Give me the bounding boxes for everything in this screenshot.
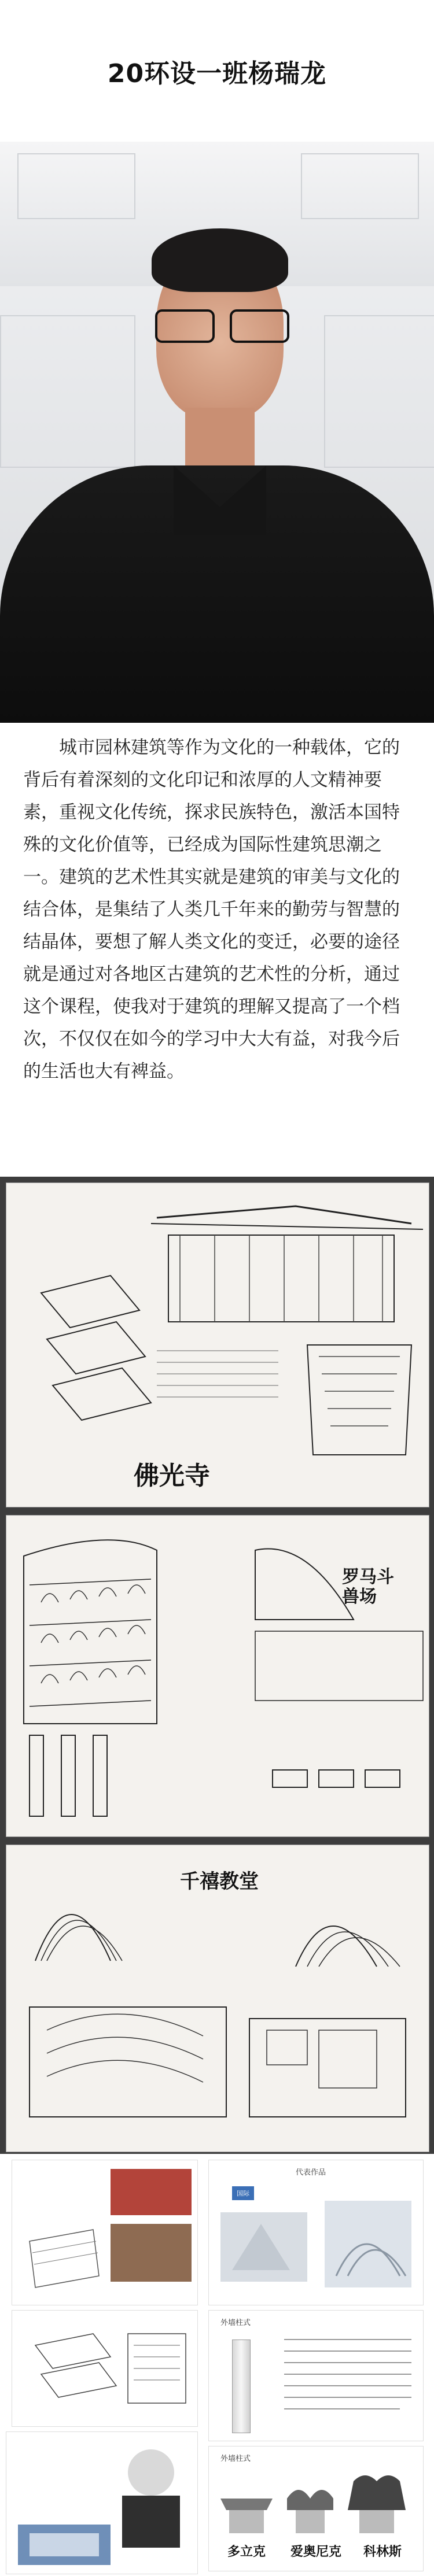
colosseum-sketch: [6, 1516, 429, 1836]
slide-wall-order-1: [208, 2310, 424, 2441]
sheet-title-colosseum: 罗马斗兽场: [342, 1567, 394, 1607]
slide-structure-graphics: [12, 2311, 197, 2426]
slide-works-graphics: [209, 2160, 423, 2305]
ceiling-panel: [301, 153, 419, 219]
portrait-photo: [0, 142, 434, 723]
essay-paragraph: 城市园林建筑等作为文化的一种载体，它的背后有着深刻的文化印记和浓厚的人文精神要素，重视文化传统，探求民族特色，激活本国特殊的文化价值等，已经成为国际性建筑思潮之一。建筑的艺术性其实就是建筑的审美与文化的结合体，是集结了人类几千年来的勤劳与智慧的结晶体，要想了解人类文化的变迁，必要的途径就是通过对各地区古建筑的艺术性的分析，通过这个课程，使我对于建筑的理解又提高了一个档次，不仅仅在如今的学习中大大有益，对我今后的生活也大有裨益。: [23, 737, 400, 1082]
page-title: 20环设一班杨瑞龙: [107, 58, 327, 88]
sheet-title-foguang: 佛光寺: [134, 1461, 210, 1491]
slide-architect-graphics: [6, 2432, 197, 2574]
slide-architect: [6, 2431, 198, 2574]
wall-panel: [0, 315, 135, 468]
order-doric-label: 多立克: [227, 2545, 266, 2559]
wall-panel: [324, 315, 434, 468]
order-ionic-label: 爱奥尼克: [290, 2545, 341, 2559]
sketch-collection: [0, 1177, 434, 2154]
sheet-title-millennium-church: 千禧教堂: [180, 1870, 259, 1893]
jacket: [0, 465, 434, 723]
slide-representative-works: [208, 2160, 424, 2305]
slide-title-order-2: 外墙柱式: [220, 2455, 251, 2463]
ceiling-panel: [17, 153, 135, 219]
column-shaft: [232, 2340, 251, 2433]
slide-tag: 国际: [232, 2186, 254, 2200]
slide-building-overview: [12, 2160, 198, 2305]
sketch-sheet-millennium-church: [6, 1845, 429, 2152]
slide-overview-graphics: [12, 2160, 197, 2305]
sketch-sheet-colosseum: [6, 1515, 429, 1837]
order-corinthian-label: 科林斯: [363, 2545, 402, 2559]
foguang-temple-sketch: [6, 1183, 429, 1507]
slide-wall-order-2: [208, 2446, 424, 2571]
slide-title-order-1: 外墙柱式: [220, 2319, 251, 2327]
essay-text: [23, 731, 412, 1088]
hair: [152, 228, 288, 292]
sketch-sheet-foguang: [6, 1182, 429, 1507]
slide-structure: [12, 2310, 198, 2427]
slide-title-works: 代表作品: [296, 2168, 326, 2177]
presentation-collage: [0, 2157, 434, 2575]
glasses-icon: [152, 309, 289, 338]
